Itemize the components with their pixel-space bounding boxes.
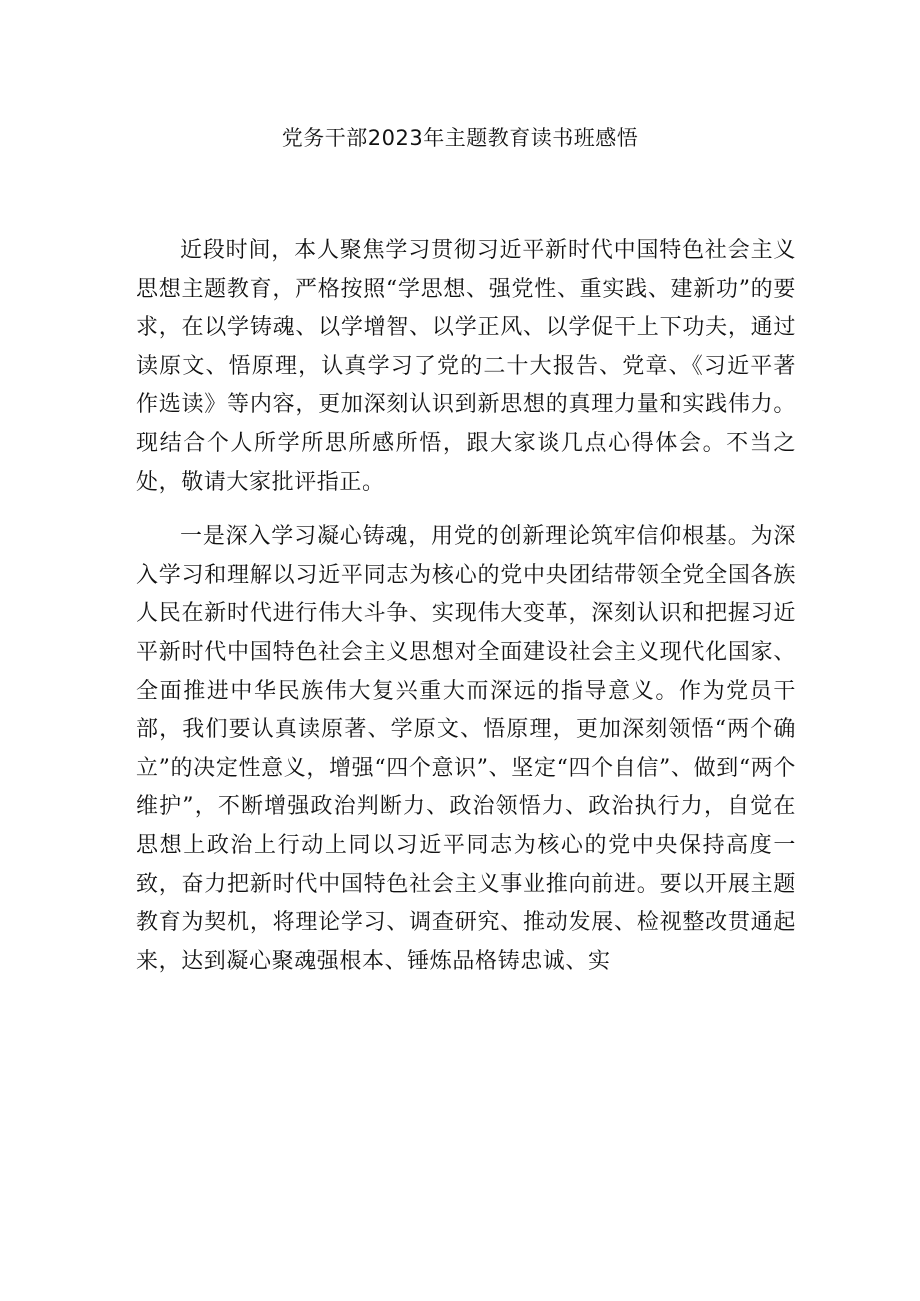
paragraph-point-one: 一是深入学习凝心铸魂，用党的创新理论筑牢信仰根基。为深入学习和理解以习近平同志为核心的党中央团结带领全党全国各族人民在新时代进行伟大斗争、实现伟大变革，深刻认识和把握习近平新时代中国特色社会主义思想对全面建设社会主义现代化国家、全面推进中华民族伟大复兴重大而深远的指导意义。作为党员干部，我们要认真读原著、学原文、悟原理，更加深刻领悟“两个确立”的决定性意义，增强“四个意识”、坚定“四个自信”、做到“两个维护”，不断增强政治判断力、政治领悟力、政治执行力，自觉在思想上政治上行动上同以习近平同志为核心的党中央保持高度一致，奋力把新时代中国特色社会主义事业推向前进。要以开展主题教育为契机，将理论学习、调查研究、推动发展、检视整改贯通起来，达到凝心聚魂强根本、锤炼品格铸忠诚、实: [136, 524, 796, 974]
document-title: 党务干部2023年主题教育读书班感悟: [281, 126, 639, 150]
paragraph-intro: 近段时间，本人聚焦学习贯彻习近平新时代中国特色社会主义思想主题教育，严格按照“学思想、强党性、重实践、建新功”的要求，在以学铸魂、以学增智、以学正风、以学促干上下功夫，通过读原文、悟原理，认真学习了党的二十大报告、党章、《习近平著作选读》等内容，更加深刻认识到新思想的真理力量和实践伟力。现结合个人所学所思所感所悟，跟大家谈几点心得体会。不当之处，敬请大家批评指正。: [136, 238, 796, 495]
document-body: [136, 232, 796, 997]
